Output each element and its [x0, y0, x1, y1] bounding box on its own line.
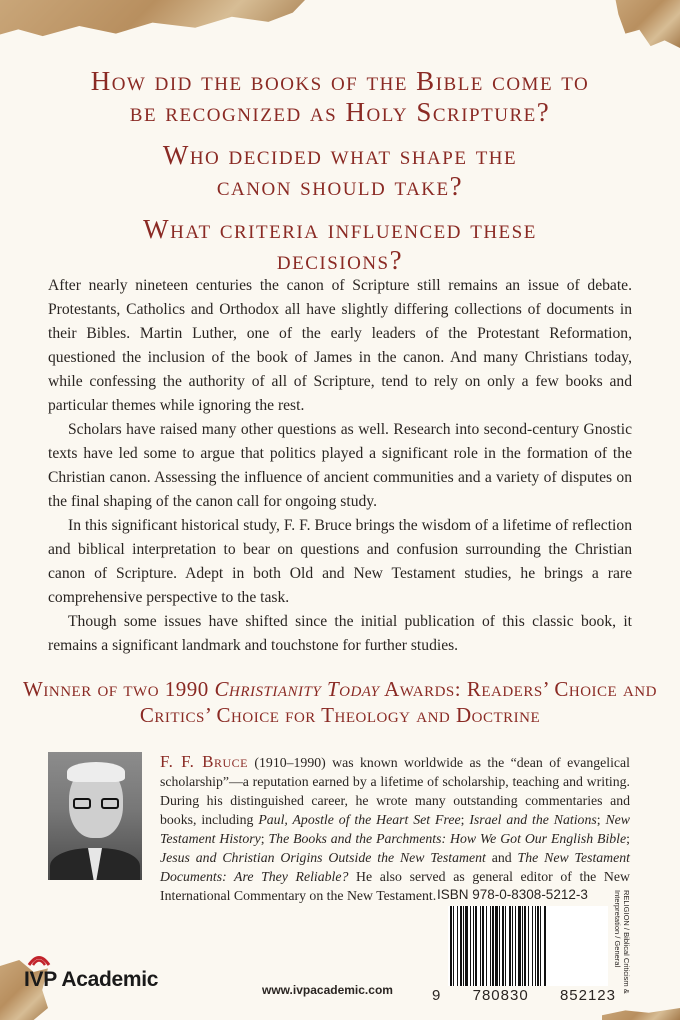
author-name: F. F. Bruce [160, 752, 248, 771]
barcode-digit-group-2: 852123 [559, 987, 616, 1004]
book-title: Jesus and Christian Origins Outside the New Testament [160, 850, 486, 865]
author-dates: (1910–1990) [248, 755, 326, 770]
book-title: The Books and the Parchments: How We Got Our English Bible [268, 831, 627, 846]
category-label: RELIGION / Biblical Criticism & Interpretation / General [613, 890, 631, 994]
publisher-logo: IVP Academic [24, 968, 159, 991]
barcode-digit-group-1: 780830 [472, 987, 529, 1004]
barcode-digits [432, 987, 616, 1004]
question-3: What criteria influenced these decisions? [143, 214, 537, 275]
publisher-url[interactable]: www.ivpacademic.com [262, 983, 393, 997]
description-paragraph-3: In this significant historical study, F. F. Bruce brings the wisdom of a lifetime of reflection and biblical interpretation to bear on questions and confusion surrounding the Christian canon of Scripture. Adept in both Old and New Testament studies, he brings a rare comprehensive perspective to the task. [48, 517, 632, 606]
author-bio: F. F. Bruce (1910–1990) was known worldwide as the “dean of evangelical scholarship”—a reputation earned by a lifetime of scholarship, teaching and writing. During his distinguished career, he wrote many outstanding commentaries and books, including Paul, Apostle of the Heart Set Free; Israel and the Nations; New Testament History; The Books and the Parchments: How We Got Our English Bible; Jesus and Christian Origins Outside the New Testament and The New Testament Documents: Are They Reliable? He also served as general editor of the New International Commentary on the New Testament. [160, 752, 630, 903]
author-photo [48, 752, 142, 880]
award-magazine: Christianity Today [214, 677, 380, 701]
parchment-fragment-top-left [0, 0, 305, 42]
book-title: Paul, Apostle of the Heart Set Free [258, 812, 461, 827]
question-2: Who decided what shape the canon should take? [162, 140, 518, 201]
barcode-digit-lead: 9 [432, 987, 442, 1004]
award-suffix: Awards: Readers’ Choice and Critics’ Choice for Theology and Doctrine [139, 677, 657, 727]
award-statement [0, 676, 680, 728]
description-paragraph-1: After nearly nineteen centuries the canon of Scripture still remains an issue of debate. Protestants, Catholics and Orthodox all have slightly differing collections of documents in their Bibles. Martin Luther, one of the early leaders of the Protestant Reformation, questioned the inclusion of the book of James in the canon. And many Christians today, while confessing the authority of all of Scripture, tend to rely on only a few books and particular themes while ignoring the rest. [48, 277, 632, 414]
isbn-label: ISBN 978-0-8308-5212-3 [437, 887, 588, 902]
question-headings [0, 66, 680, 276]
ivp-logo-icon [27, 952, 51, 966]
parchment-fragment-top-right [610, 0, 680, 48]
book-title: The New Testament Documents: Are They Reliable? [160, 850, 630, 884]
book-title: New Testament History [160, 812, 630, 846]
question-1: How did the books of the Bible come to be recognized as Holy Scripture? [90, 66, 590, 127]
description [48, 274, 632, 658]
parchment-fragment-bottom-right [602, 1008, 680, 1020]
barcode [448, 906, 608, 986]
description-paragraph-4: Though some issues have shifted since the initial publication of this classic book, it remains a significant landmark and touchstone for further studies. [48, 613, 632, 654]
book-title: Israel and the Nations [469, 812, 597, 827]
description-paragraph-2: Scholars have raised many other questions as well. Research into second-century Gnostic texts have led some to argue that politics played a significant role in the formation of the Christian canon. Assessing the influence of ancient communities and a variety of disputes on the final shaping of the canon call for ongoing study. [48, 421, 632, 510]
award-prefix: Winner of two 1990 [23, 677, 215, 701]
